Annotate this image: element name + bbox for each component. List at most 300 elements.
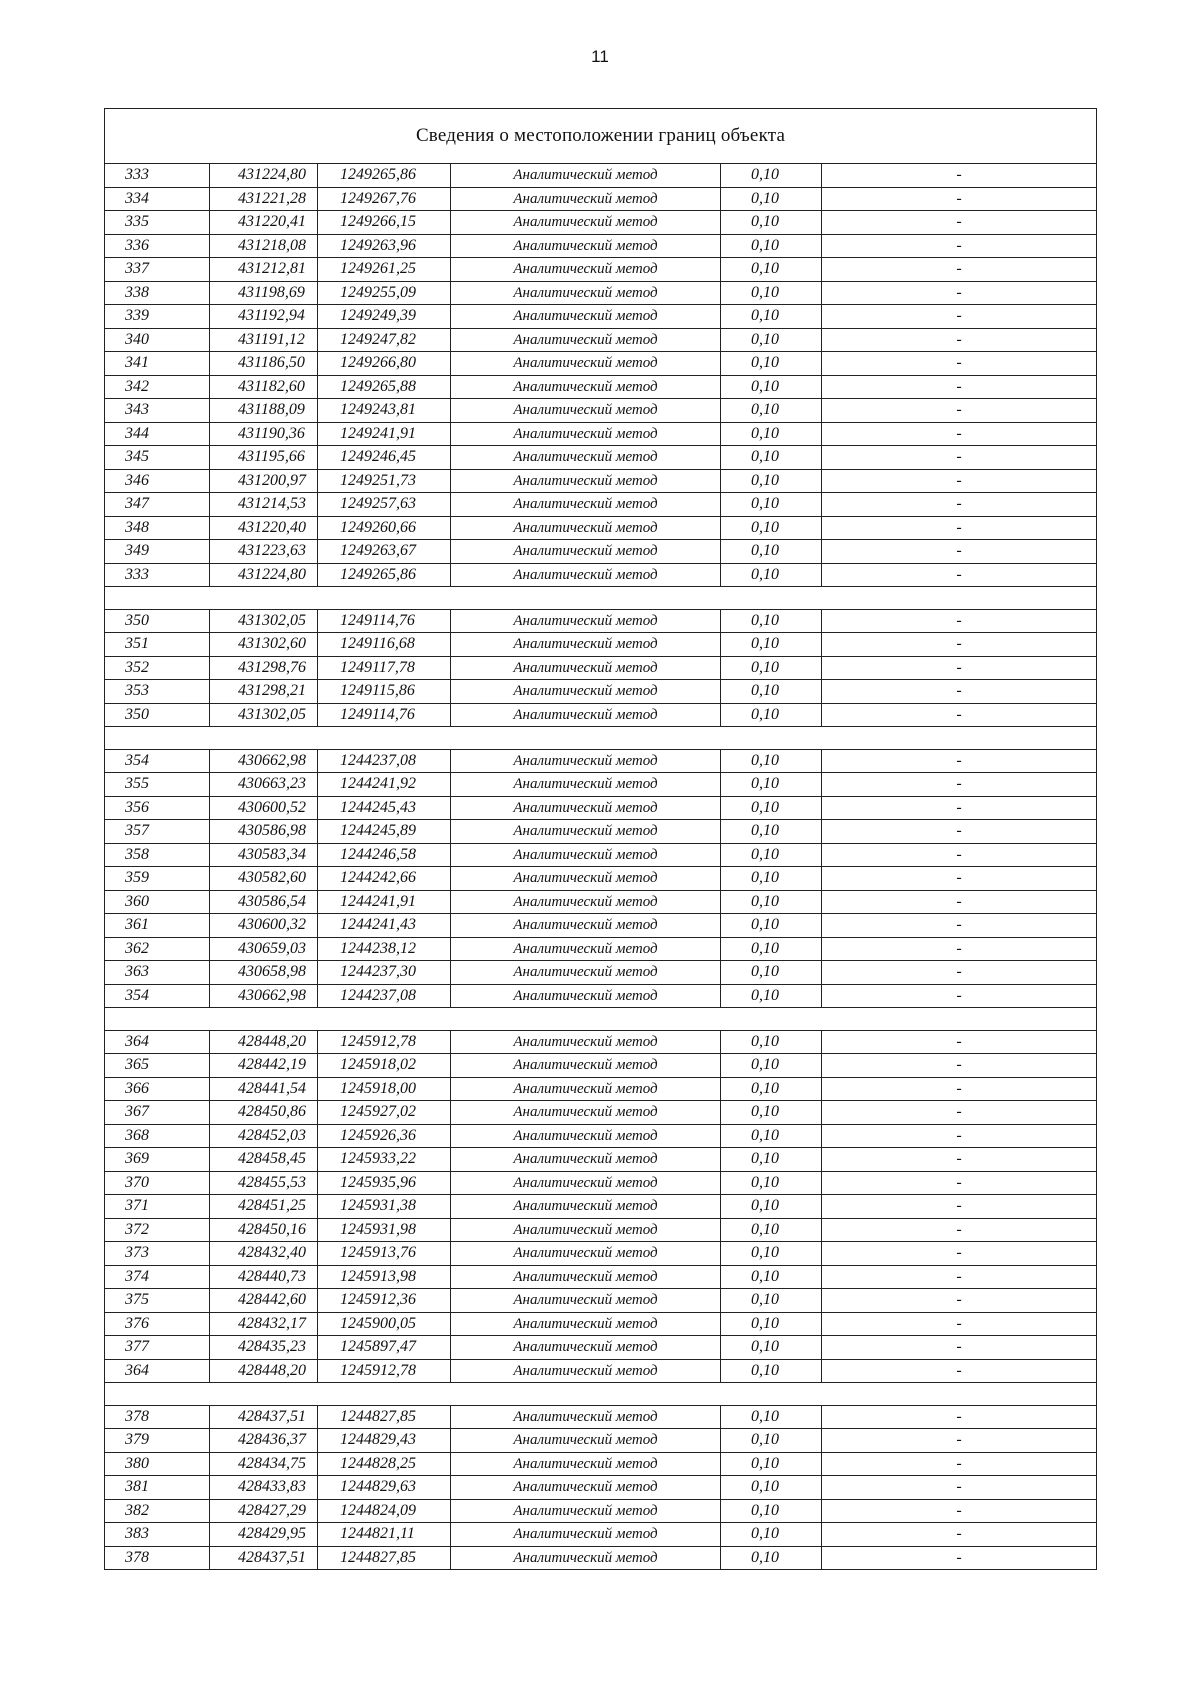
- method: Аналитический метод: [451, 656, 721, 680]
- description: -: [822, 258, 1097, 282]
- y-coordinate: 1244821,11: [318, 1523, 451, 1547]
- y-coordinate: 1245900,05: [318, 1312, 451, 1336]
- table-row: [105, 1523, 1097, 1547]
- x-coordinate: 430663,23: [210, 773, 318, 797]
- y-coordinate: 1249261,25: [318, 258, 451, 282]
- y-coordinate: 1249265,86: [318, 563, 451, 587]
- accuracy: 0,10: [721, 749, 822, 773]
- description: -: [822, 890, 1097, 914]
- y-coordinate: 1249255,09: [318, 281, 451, 305]
- x-coordinate: 428450,86: [210, 1101, 318, 1125]
- point-number: 383: [105, 1523, 210, 1547]
- description: -: [822, 680, 1097, 704]
- y-coordinate: 1249266,15: [318, 211, 451, 235]
- point-number: 377: [105, 1336, 210, 1360]
- accuracy: 0,10: [721, 1452, 822, 1476]
- y-coordinate: 1244829,43: [318, 1429, 451, 1453]
- y-coordinate: 1245926,36: [318, 1124, 451, 1148]
- x-coordinate: 430662,98: [210, 984, 318, 1008]
- table-row: [105, 1312, 1097, 1336]
- method: Аналитический метод: [451, 796, 721, 820]
- table-body: [105, 109, 1097, 1570]
- accuracy: 0,10: [721, 1336, 822, 1360]
- y-coordinate: 1245913,76: [318, 1242, 451, 1266]
- point-number: 357: [105, 820, 210, 844]
- description: -: [822, 656, 1097, 680]
- accuracy: 0,10: [721, 234, 822, 258]
- accuracy: 0,10: [721, 493, 822, 517]
- x-coordinate: 428432,40: [210, 1242, 318, 1266]
- method: Аналитический метод: [451, 820, 721, 844]
- point-number: 369: [105, 1148, 210, 1172]
- point-number: 337: [105, 258, 210, 282]
- method: Аналитический метод: [451, 1452, 721, 1476]
- accuracy: 0,10: [721, 796, 822, 820]
- description: -: [822, 1336, 1097, 1360]
- description: -: [822, 422, 1097, 446]
- x-coordinate: 431192,94: [210, 305, 318, 329]
- method: Аналитический метод: [451, 516, 721, 540]
- table-row: [105, 164, 1097, 188]
- table-row: [105, 1195, 1097, 1219]
- description: -: [822, 164, 1097, 188]
- table-row: [105, 187, 1097, 211]
- y-coordinate: 1249266,80: [318, 352, 451, 376]
- table-row: [105, 1289, 1097, 1313]
- table-row: [105, 469, 1097, 493]
- description: -: [822, 1148, 1097, 1172]
- method: Аналитический метод: [451, 1171, 721, 1195]
- description: -: [822, 1429, 1097, 1453]
- method: Аналитический метод: [451, 1124, 721, 1148]
- x-coordinate: 431195,66: [210, 446, 318, 470]
- group-separator: [105, 1383, 1097, 1406]
- table-row: [105, 1054, 1097, 1078]
- y-coordinate: 1244241,91: [318, 890, 451, 914]
- description: -: [822, 1405, 1097, 1429]
- y-coordinate: 1249265,88: [318, 375, 451, 399]
- method: Аналитический метод: [451, 446, 721, 470]
- description: -: [822, 633, 1097, 657]
- x-coordinate: 431214,53: [210, 493, 318, 517]
- boundary-coordinates-table: [104, 108, 1097, 1570]
- method: Аналитический метод: [451, 1195, 721, 1219]
- y-coordinate: 1245931,38: [318, 1195, 451, 1219]
- description: -: [822, 843, 1097, 867]
- x-coordinate: 430600,52: [210, 796, 318, 820]
- description: -: [822, 914, 1097, 938]
- point-number: 368: [105, 1124, 210, 1148]
- point-number: 362: [105, 937, 210, 961]
- x-coordinate: 431302,05: [210, 703, 318, 727]
- accuracy: 0,10: [721, 1546, 822, 1570]
- point-number: 364: [105, 1030, 210, 1054]
- method: Аналитический метод: [451, 961, 721, 985]
- table-row: [105, 890, 1097, 914]
- y-coordinate: 1245935,96: [318, 1171, 451, 1195]
- method: Аналитический метод: [451, 1289, 721, 1313]
- method: Аналитический метод: [451, 1476, 721, 1500]
- table-row: [105, 680, 1097, 704]
- x-coordinate: 431298,76: [210, 656, 318, 680]
- y-coordinate: 1244238,12: [318, 937, 451, 961]
- method: Аналитический метод: [451, 984, 721, 1008]
- description: -: [822, 493, 1097, 517]
- x-coordinate: 430658,98: [210, 961, 318, 985]
- method: Аналитический метод: [451, 281, 721, 305]
- method: Аналитический метод: [451, 563, 721, 587]
- table-row: [105, 328, 1097, 352]
- method: Аналитический метод: [451, 375, 721, 399]
- y-coordinate: 1249114,76: [318, 703, 451, 727]
- y-coordinate: 1244237,08: [318, 749, 451, 773]
- accuracy: 0,10: [721, 352, 822, 376]
- y-coordinate: 1245931,98: [318, 1218, 451, 1242]
- accuracy: 0,10: [721, 446, 822, 470]
- accuracy: 0,10: [721, 375, 822, 399]
- description: -: [822, 796, 1097, 820]
- point-number: 350: [105, 609, 210, 633]
- description: -: [822, 1195, 1097, 1219]
- accuracy: 0,10: [721, 937, 822, 961]
- description: -: [822, 352, 1097, 376]
- accuracy: 0,10: [721, 1499, 822, 1523]
- description: -: [822, 937, 1097, 961]
- table-row: [105, 703, 1097, 727]
- point-number: 347: [105, 493, 210, 517]
- table-row: [105, 773, 1097, 797]
- method: Аналитический метод: [451, 1523, 721, 1547]
- method: Аналитический метод: [451, 1429, 721, 1453]
- description: -: [822, 703, 1097, 727]
- description: -: [822, 820, 1097, 844]
- y-coordinate: 1244241,92: [318, 773, 451, 797]
- point-number: 354: [105, 984, 210, 1008]
- y-coordinate: 1244827,85: [318, 1546, 451, 1570]
- y-coordinate: 1249117,78: [318, 656, 451, 680]
- y-coordinate: 1245897,47: [318, 1336, 451, 1360]
- table-row: [105, 1476, 1097, 1500]
- point-number: 350: [105, 703, 210, 727]
- point-number: 382: [105, 1499, 210, 1523]
- table-row: [105, 1265, 1097, 1289]
- x-coordinate: 430586,54: [210, 890, 318, 914]
- x-coordinate: 428437,51: [210, 1546, 318, 1570]
- page-number: 11: [591, 47, 609, 66]
- method: Аналитический метод: [451, 540, 721, 564]
- method: Аналитический метод: [451, 164, 721, 188]
- method: Аналитический метод: [451, 609, 721, 633]
- y-coordinate: 1249246,45: [318, 446, 451, 470]
- y-coordinate: 1249265,86: [318, 164, 451, 188]
- accuracy: 0,10: [721, 1429, 822, 1453]
- accuracy: 0,10: [721, 1476, 822, 1500]
- description: -: [822, 1312, 1097, 1336]
- method: Аналитический метод: [451, 493, 721, 517]
- y-coordinate: 1244242,66: [318, 867, 451, 891]
- y-coordinate: 1249114,76: [318, 609, 451, 633]
- x-coordinate: 428441,54: [210, 1077, 318, 1101]
- point-number: 354: [105, 749, 210, 773]
- table-row: [105, 211, 1097, 235]
- x-coordinate: 428451,25: [210, 1195, 318, 1219]
- table-row: [105, 281, 1097, 305]
- accuracy: 0,10: [721, 633, 822, 657]
- accuracy: 0,10: [721, 1101, 822, 1125]
- accuracy: 0,10: [721, 656, 822, 680]
- method: Аналитический метод: [451, 773, 721, 797]
- description: -: [822, 469, 1097, 493]
- y-coordinate: 1249247,82: [318, 328, 451, 352]
- x-coordinate: 428435,23: [210, 1336, 318, 1360]
- accuracy: 0,10: [721, 1265, 822, 1289]
- x-coordinate: 431220,41: [210, 211, 318, 235]
- point-number: 349: [105, 540, 210, 564]
- table-row: [105, 516, 1097, 540]
- description: -: [822, 1124, 1097, 1148]
- method: Аналитический метод: [451, 1499, 721, 1523]
- accuracy: 0,10: [721, 1242, 822, 1266]
- y-coordinate: 1244237,08: [318, 984, 451, 1008]
- table-row: [105, 1030, 1097, 1054]
- x-coordinate: 428442,19: [210, 1054, 318, 1078]
- method: Аналитический метод: [451, 680, 721, 704]
- accuracy: 0,10: [721, 1312, 822, 1336]
- point-number: 371: [105, 1195, 210, 1219]
- method: Аналитический метод: [451, 469, 721, 493]
- point-number: 343: [105, 399, 210, 423]
- accuracy: 0,10: [721, 1030, 822, 1054]
- point-number: 348: [105, 516, 210, 540]
- table-row: [105, 258, 1097, 282]
- x-coordinate: 431188,09: [210, 399, 318, 423]
- method: Аналитический метод: [451, 633, 721, 657]
- description: -: [822, 1218, 1097, 1242]
- description: -: [822, 281, 1097, 305]
- point-number: 380: [105, 1452, 210, 1476]
- table-row: [105, 375, 1097, 399]
- x-coordinate: 430659,03: [210, 937, 318, 961]
- table-row: [105, 796, 1097, 820]
- description: -: [822, 516, 1097, 540]
- y-coordinate: 1244827,85: [318, 1405, 451, 1429]
- x-coordinate: 430586,98: [210, 820, 318, 844]
- description: -: [822, 1054, 1097, 1078]
- accuracy: 0,10: [721, 1405, 822, 1429]
- y-coordinate: 1249116,68: [318, 633, 451, 657]
- table-row: [105, 1359, 1097, 1383]
- point-number: 344: [105, 422, 210, 446]
- x-coordinate: 430583,34: [210, 843, 318, 867]
- method: Аналитический метод: [451, 703, 721, 727]
- description: -: [822, 1359, 1097, 1383]
- point-number: 339: [105, 305, 210, 329]
- accuracy: 0,10: [721, 187, 822, 211]
- description: -: [822, 328, 1097, 352]
- x-coordinate: 431186,50: [210, 352, 318, 376]
- accuracy: 0,10: [721, 820, 822, 844]
- table-row: [105, 961, 1097, 985]
- point-number: 378: [105, 1405, 210, 1429]
- table-row: [105, 1077, 1097, 1101]
- table-row: [105, 749, 1097, 773]
- accuracy: 0,10: [721, 258, 822, 282]
- y-coordinate: 1244237,30: [318, 961, 451, 985]
- method: Аналитический метод: [451, 1077, 721, 1101]
- accuracy: 0,10: [721, 164, 822, 188]
- accuracy: 0,10: [721, 961, 822, 985]
- x-coordinate: 431298,21: [210, 680, 318, 704]
- point-number: 374: [105, 1265, 210, 1289]
- description: -: [822, 1171, 1097, 1195]
- point-number: 353: [105, 680, 210, 704]
- point-number: 351: [105, 633, 210, 657]
- method: Аналитический метод: [451, 1030, 721, 1054]
- method: Аналитический метод: [451, 749, 721, 773]
- y-coordinate: 1245918,02: [318, 1054, 451, 1078]
- y-coordinate: 1244246,58: [318, 843, 451, 867]
- separator-cell: [105, 587, 1097, 610]
- x-coordinate: 428448,20: [210, 1030, 318, 1054]
- table-row: [105, 937, 1097, 961]
- table-row: [105, 1452, 1097, 1476]
- description: -: [822, 961, 1097, 985]
- x-coordinate: 428432,17: [210, 1312, 318, 1336]
- method: Аналитический метод: [451, 914, 721, 938]
- point-number: 360: [105, 890, 210, 914]
- point-number: 345: [105, 446, 210, 470]
- point-number: 355: [105, 773, 210, 797]
- method: Аналитический метод: [451, 399, 721, 423]
- table-row: [105, 352, 1097, 376]
- point-number: 342: [105, 375, 210, 399]
- y-coordinate: 1244245,43: [318, 796, 451, 820]
- x-coordinate: 430582,60: [210, 867, 318, 891]
- point-number: 338: [105, 281, 210, 305]
- y-coordinate: 1249115,86: [318, 680, 451, 704]
- method: Аналитический метод: [451, 1242, 721, 1266]
- description: -: [822, 211, 1097, 235]
- table-row: [105, 1336, 1097, 1360]
- accuracy: 0,10: [721, 211, 822, 235]
- point-number: 335: [105, 211, 210, 235]
- description: -: [822, 1452, 1097, 1476]
- point-number: 363: [105, 961, 210, 985]
- y-coordinate: 1249243,81: [318, 399, 451, 423]
- method: Аналитический метод: [451, 234, 721, 258]
- separator-cell: [105, 1008, 1097, 1031]
- y-coordinate: 1245918,00: [318, 1077, 451, 1101]
- x-coordinate: 431302,60: [210, 633, 318, 657]
- method: Аналитический метод: [451, 937, 721, 961]
- method: Аналитический метод: [451, 1359, 721, 1383]
- point-number: 378: [105, 1546, 210, 1570]
- table-row: [105, 1546, 1097, 1570]
- x-coordinate: 428442,60: [210, 1289, 318, 1313]
- description: -: [822, 1242, 1097, 1266]
- method: Аналитический метод: [451, 1054, 721, 1078]
- table-row: [105, 1242, 1097, 1266]
- point-number: 336: [105, 234, 210, 258]
- accuracy: 0,10: [721, 516, 822, 540]
- accuracy: 0,10: [721, 1523, 822, 1547]
- x-coordinate: 428427,29: [210, 1499, 318, 1523]
- point-number: 346: [105, 469, 210, 493]
- description: -: [822, 1289, 1097, 1313]
- x-coordinate: 428458,45: [210, 1148, 318, 1172]
- x-coordinate: 428455,53: [210, 1171, 318, 1195]
- point-number: 365: [105, 1054, 210, 1078]
- point-number: 373: [105, 1242, 210, 1266]
- x-coordinate: 431224,80: [210, 164, 318, 188]
- point-number: 340: [105, 328, 210, 352]
- x-coordinate: 428436,37: [210, 1429, 318, 1453]
- y-coordinate: 1244828,25: [318, 1452, 451, 1476]
- x-coordinate: 428452,03: [210, 1124, 318, 1148]
- table-row: [105, 422, 1097, 446]
- x-coordinate: 428440,73: [210, 1265, 318, 1289]
- separator-cell: [105, 1383, 1097, 1406]
- table-row: [105, 399, 1097, 423]
- table-row: [105, 1124, 1097, 1148]
- description: -: [822, 399, 1097, 423]
- point-number: 381: [105, 1476, 210, 1500]
- x-coordinate: 428450,16: [210, 1218, 318, 1242]
- description: -: [822, 540, 1097, 564]
- method: Аналитический метод: [451, 305, 721, 329]
- description: -: [822, 1077, 1097, 1101]
- table-row: [105, 633, 1097, 657]
- x-coordinate: 431191,12: [210, 328, 318, 352]
- point-number: 334: [105, 187, 210, 211]
- point-number: 367: [105, 1101, 210, 1125]
- table-row: [105, 563, 1097, 587]
- table-row: [105, 609, 1097, 633]
- group-separator: [105, 587, 1097, 610]
- y-coordinate: 1245913,98: [318, 1265, 451, 1289]
- method: Аналитический метод: [451, 1336, 721, 1360]
- x-coordinate: 428448,20: [210, 1359, 318, 1383]
- table-row: [105, 1429, 1097, 1453]
- point-number: 372: [105, 1218, 210, 1242]
- y-coordinate: 1249251,73: [318, 469, 451, 493]
- description: -: [822, 1265, 1097, 1289]
- x-coordinate: 431302,05: [210, 609, 318, 633]
- table-title-row: [105, 109, 1097, 164]
- table-row: [105, 1148, 1097, 1172]
- description: -: [822, 984, 1097, 1008]
- x-coordinate: 428429,95: [210, 1523, 318, 1547]
- accuracy: 0,10: [721, 305, 822, 329]
- description: -: [822, 446, 1097, 470]
- method: Аналитический метод: [451, 422, 721, 446]
- method: Аналитический метод: [451, 843, 721, 867]
- method: Аналитический метод: [451, 1312, 721, 1336]
- method: Аналитический метод: [451, 352, 721, 376]
- description: -: [822, 1030, 1097, 1054]
- x-coordinate: 430662,98: [210, 749, 318, 773]
- description: -: [822, 234, 1097, 258]
- accuracy: 0,10: [721, 328, 822, 352]
- accuracy: 0,10: [721, 984, 822, 1008]
- y-coordinate: 1245927,02: [318, 1101, 451, 1125]
- point-number: 341: [105, 352, 210, 376]
- table-row: [105, 1171, 1097, 1195]
- accuracy: 0,10: [721, 1359, 822, 1383]
- point-number: 359: [105, 867, 210, 891]
- table-row: [105, 234, 1097, 258]
- x-coordinate: 428433,83: [210, 1476, 318, 1500]
